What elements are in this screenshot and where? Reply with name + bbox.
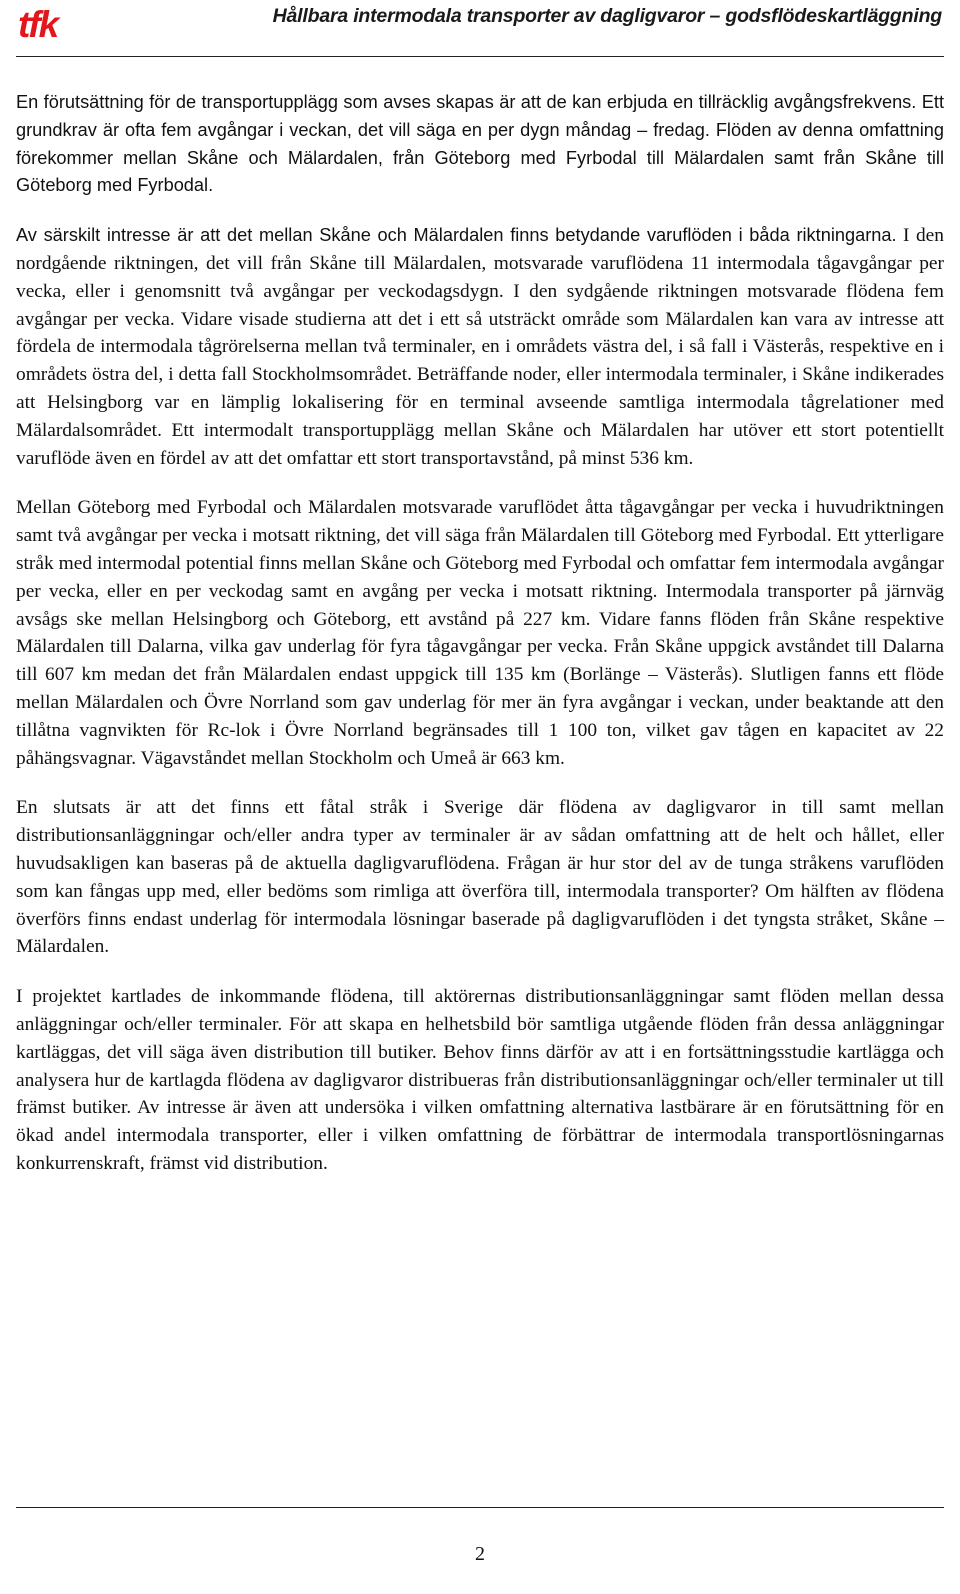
footer-rule [16, 1507, 944, 1508]
paragraph-gap [16, 772, 944, 794]
paragraph-skane-malardalen-intro: Av särskilt intresse är att det mellan Skåne och Mälardalen finns betydande varuflöden i båda riktningarna. [16, 225, 897, 246]
paragraph-gap [16, 200, 944, 222]
paragraph-skane-malardalen-body: I den nordgående riktningen, det vill från Skåne till Mälardalen, motsvarade varuflödena 11 intermodala tågavgångar per vecka, eller i genomsnitt två avgångar per veckodagsdygn. I den sydgående riktningen motsvarade flödena fem avgångar per vecka. Vidare visade studierna att det i ett så utsträckt område som Mälardalen kan vara av intresse att fördela de intermodala tågrörelserna mellan två terminaler, en i områdets västra del, i så fall i Västerås, respektive en i områdets östra del, i detta fall Stockholmsområdet. Beträffande noder, eller intermodala terminaler, i Skåne indikerades att Helsingborg var en lämplig lokalisering för en terminal avseende samtliga intermodala tågrelationer med Mälardalsområdet. Ett intermodalt transportupplägg mellan Skåne och Mälardalen har utöver ett stort potentiellt varuflöde även en fördel av att det omfattar ett stort transportavstånd, på minst 536 km. [16, 225, 944, 469]
paragraph-skane-malardalen [16, 222, 944, 472]
logo-text: tfk [18, 4, 58, 44]
page-header [16, 0, 944, 57]
paragraph-gap [16, 961, 944, 983]
paragraph-goteborg-fyrbodal: Mellan Göteborg med Fyrbodal och Mälardalen motsvarade varuflödet åtta tågavgångar per vecka i huvudriktningen samt två avgångar per vecka i motsatt riktning, det vill säga från Mälardalen till Göteborg med Fyrbodal. Ett ytterligare stråk med intermodal potential finns mellan Skåne och Göteborg med Fyrbodal och omfattar fem intermodala avgångar per vecka, eller en per veckodag samt en avgång per vecka i motsatt riktning. Intermodala transporter på järnväg avsågs ske mellan Helsingborg och Göteborg, ett avstånd på 227 km. Vidare fanns flöden från Skåne respektive Mälardalen till Dalarna, vilka gav underlag för fyra tågavgångar per vecka. Från Skåne uppgick avståndet till Dalarna till 607 km medan det från Mälardalen endast uppgick till 135 km (Borlänge – Västerås). Slutligen fanns ett flöde mellan Mälardalen och Övre Norrland som gav underlag för mer än fyra avgångar i veckan, under beaktande att den tillåtna vagnvikten för Rc-lok i Övre Norrland begränsades till 1 100 ton, vilket gav tågen en kapacitet av 22 påhängsvagnar. Vägavståndet mellan Stockholm och Umeå är 663 km. [16, 497, 944, 769]
page-number: 2 [475, 1543, 485, 1565]
paragraph-departure-frequency: En förutsättning för de transportupplägg som avses skapas är att de kan erbjuda en tillräcklig avgångsfrekvens. Ett grundkrav är ofta fem avgångar i veckan, det vill säga en per dygn måndag – fredag. Flöden av denna omfattning förekommer mellan Skåne och Mälardalen, från Göteborg med Fyrbodal till Mälardalen samt från Skåne till Göteborg med Fyrbodal. [16, 92, 944, 196]
document-body [16, 89, 944, 1178]
paragraph-gap [16, 472, 944, 494]
tfk-logo [18, 4, 78, 44]
paragraph-project-mapping: I projektet kartlades de inkommande flödena, till aktörernas distributionsanläggningar samt flöden mellan dessa anläggningar och/eller terminaler. För att skapa en helhetsbild bör samtliga utgående flöden från dessa anläggningar kartläggas, det vill säga även distribution till butiker. Behov finns därför av att i en fortsättningsstudie kartlägga och analysera hur de kartlagda flödena av dagligvaror distribueras från distributionsanläggningar och/eller terminaler ut till främst butiker. Av intresse är även att undersöka i vilken omfattning alternativa lastbärare är en förutsättning för en ökad andel intermodala transporter, eller i vilken omfattning de förbättrar de intermodala transportlösningarnas konkurrenskraft, främst vid distribution. [16, 986, 944, 1174]
paragraph-conclusion: En slutsats är att det finns ett fåtal stråk i Sverige där flödena av dagligvaror in till samt mellan distributionsanläggningar och/eller andra typer av terminaler är av sådan omfattning att de helt och hållet, eller huvudsakligen kan baseras på de aktuella dagligvaruflödena. Frågan är hur stor del av de tunga stråkens varuflöden som kan fångas upp med, eller bedöms som rimliga att överföra till, intermodala transporter? Om hälften av flödena överförs finns endast underlag för intermodala lösningar baserade på dagligvaruflöden i det tyngsta stråket, Skåne – Mälardalen. [16, 797, 944, 958]
document-title: Hållbara intermodala transporter av dagligvaror – godsflödeskartläggning [272, 5, 942, 27]
